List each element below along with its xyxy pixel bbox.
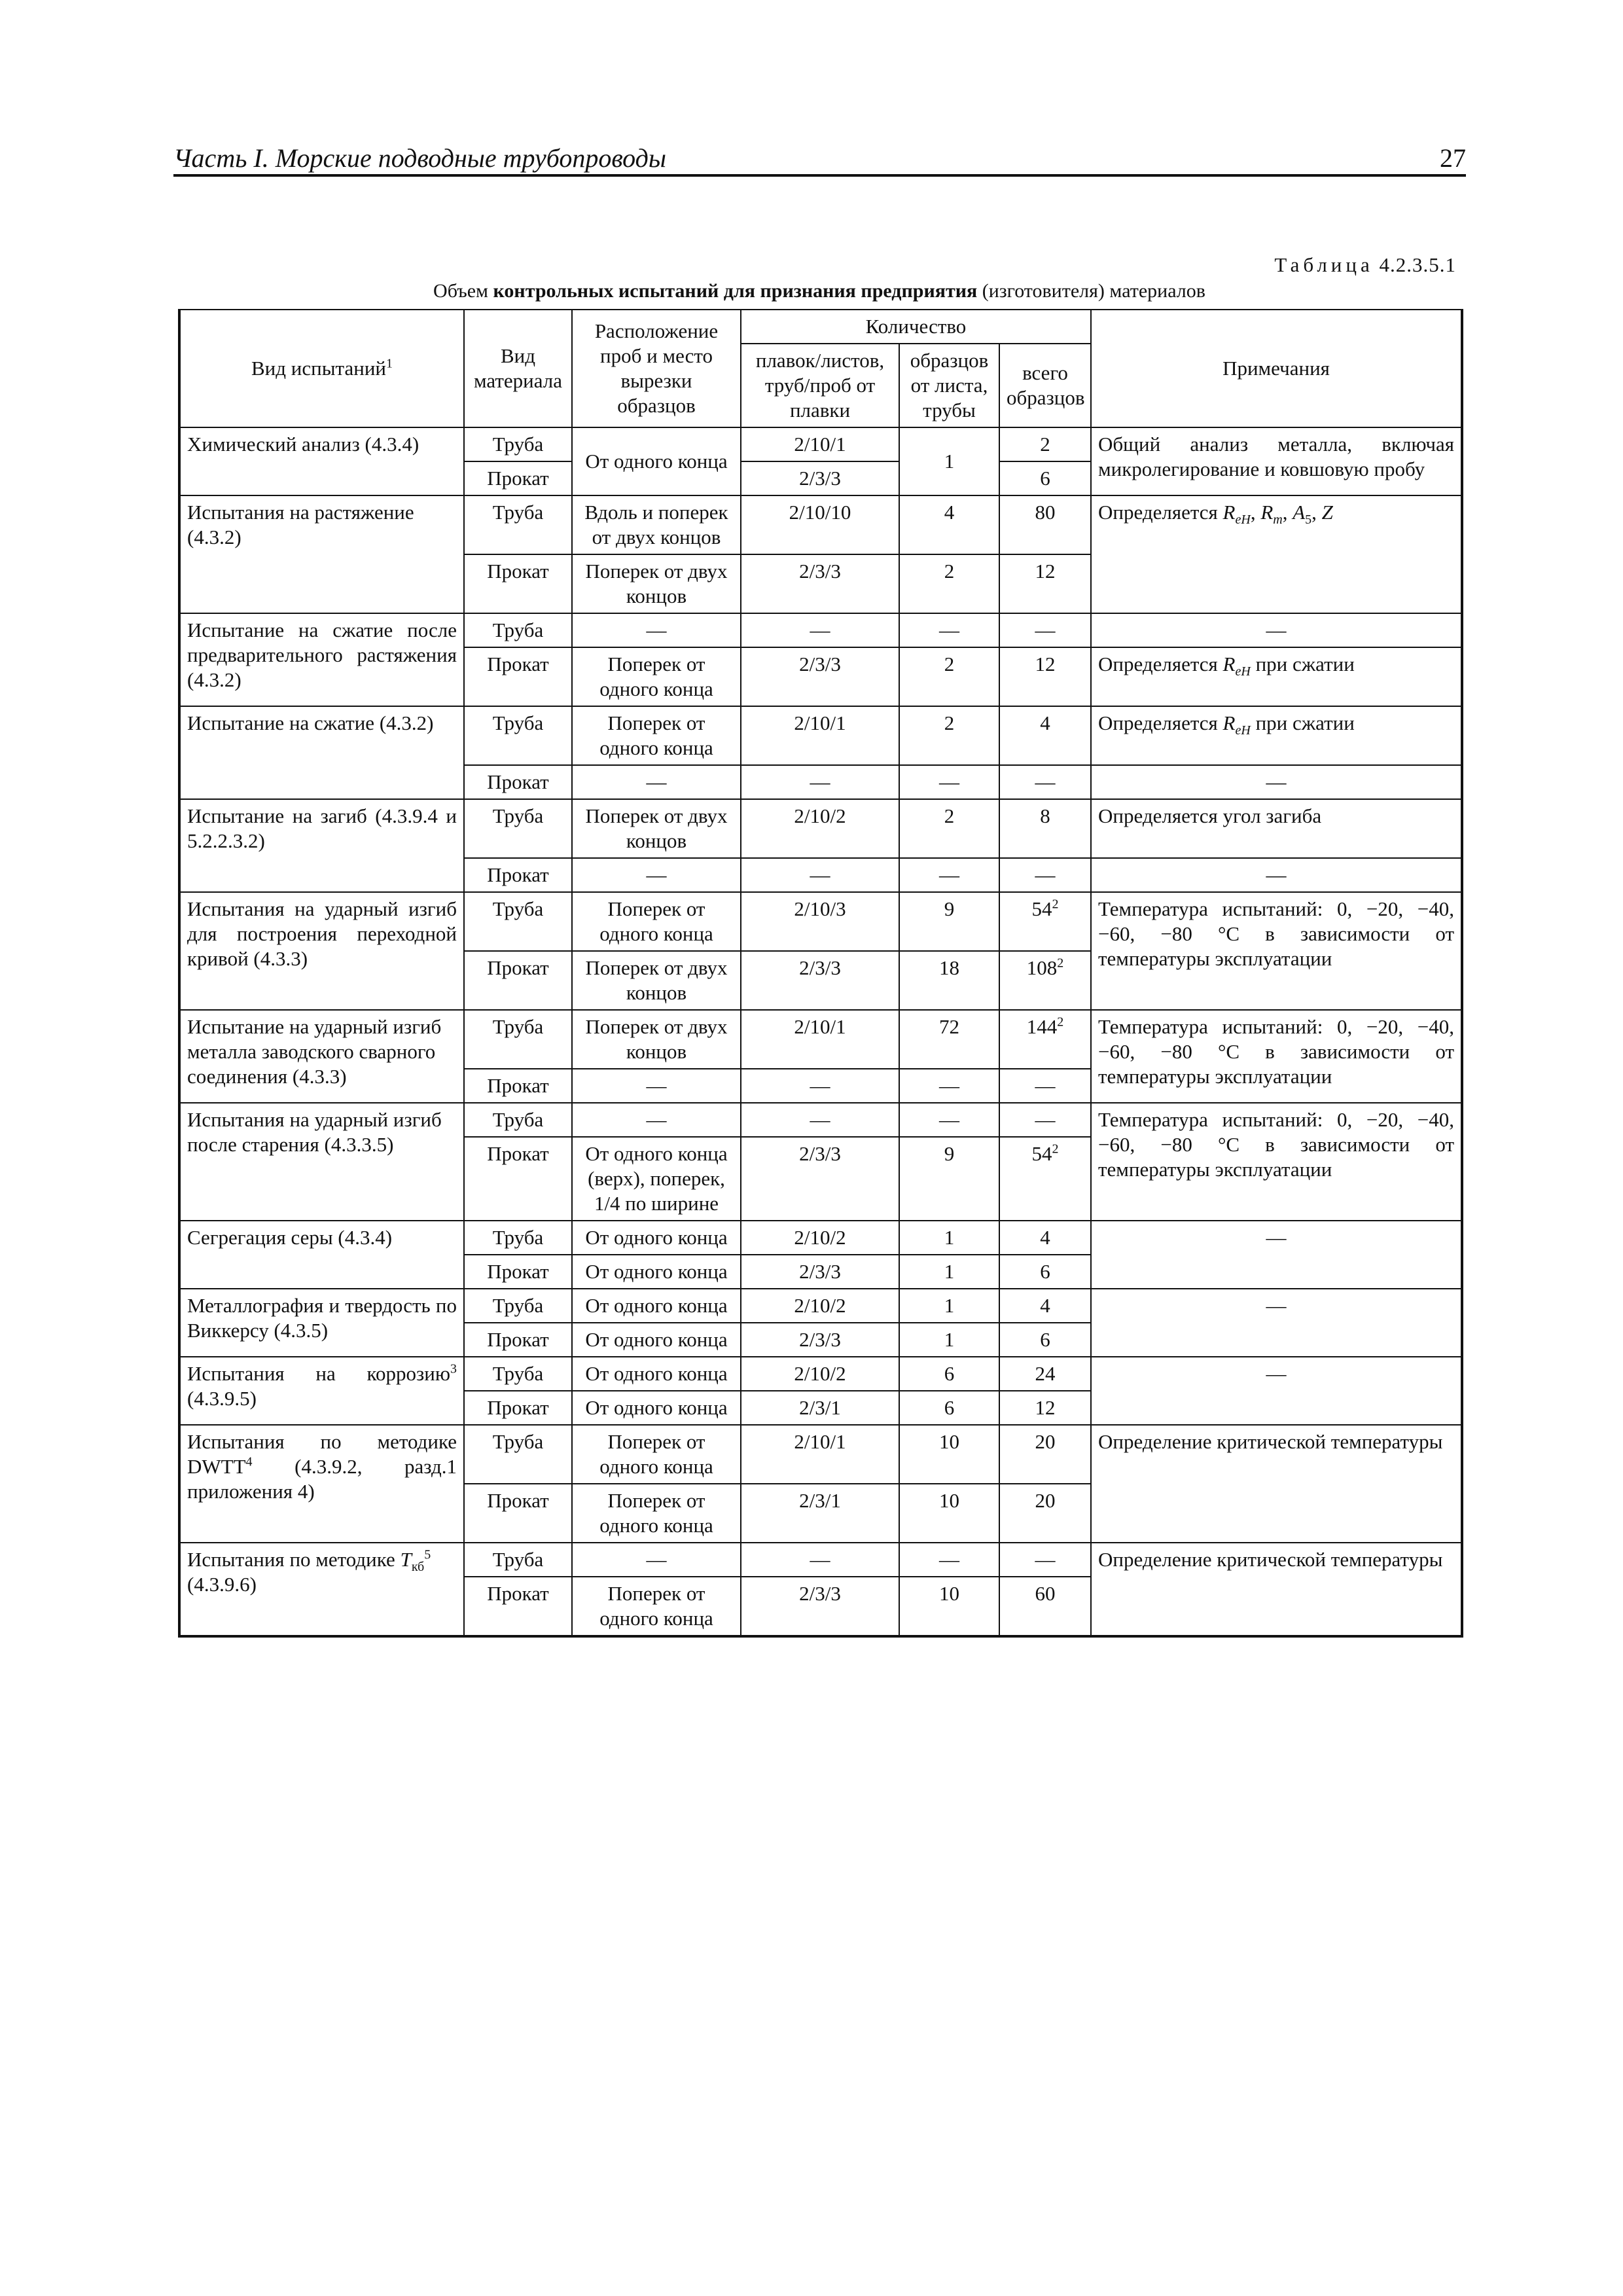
note-cell: Температура испытаний: 0, −20, −40, −60, −80 °С в зависимости от температуры эксплуатации bbox=[1091, 892, 1462, 1010]
material-cell: Прокат bbox=[464, 765, 572, 799]
heats-cell: 2/3/3 bbox=[741, 951, 899, 1010]
samples-cell: 2 bbox=[899, 706, 999, 765]
samples-cell: — bbox=[899, 1069, 999, 1103]
note-cell: — bbox=[1091, 1221, 1462, 1289]
material-cell: Труба bbox=[464, 892, 572, 951]
heats-cell: — bbox=[741, 1103, 899, 1137]
location-cell: Поперек от двух концов bbox=[572, 1010, 741, 1069]
col-header-quantity: Количество bbox=[741, 310, 1091, 344]
heats-cell: 2/3/1 bbox=[741, 1484, 899, 1543]
location-cell: От одного конца bbox=[572, 427, 741, 495]
heats-cell: 2/10/1 bbox=[741, 1425, 899, 1484]
total-cell: 4 bbox=[999, 1221, 1091, 1255]
heats-cell: 2/3/1 bbox=[741, 1391, 899, 1425]
col-header-samples: образцов от листа, трубы bbox=[899, 344, 999, 427]
note-cell: Определение критической температуры bbox=[1091, 1543, 1462, 1636]
location-cell: Поперек от одного конца bbox=[572, 647, 741, 706]
heats-cell: 2/3/3 bbox=[741, 554, 899, 613]
heats-cell: — bbox=[741, 1543, 899, 1577]
test-name: Испытания на ударный изгиб после старения (4.3.3.5) bbox=[179, 1103, 464, 1221]
test-name: Металлография и твердость по Виккерсу (4.3.5) bbox=[179, 1289, 464, 1357]
note-cell: — bbox=[1091, 1357, 1462, 1425]
total-cell: — bbox=[999, 1543, 1091, 1577]
samples-cell: 1 bbox=[899, 427, 999, 495]
col-header-total: всего образцов bbox=[999, 344, 1091, 427]
location-cell: От одного конца bbox=[572, 1323, 741, 1357]
location-cell: Поперек от двух концов bbox=[572, 799, 741, 858]
samples-cell: 9 bbox=[899, 1137, 999, 1221]
test-name: Испытания по методике $T_{кб}^5$ (4.3.9.6) bbox=[179, 1543, 464, 1636]
heats-cell: — bbox=[741, 858, 899, 892]
samples-cell: 2 bbox=[899, 554, 999, 613]
table-row bbox=[179, 799, 1462, 858]
total-cell: 6 bbox=[999, 461, 1091, 495]
samples-cell: — bbox=[899, 858, 999, 892]
table-row bbox=[179, 1010, 1462, 1069]
total-cell: 6 bbox=[999, 1323, 1091, 1357]
note-cell: Определяется угол загиба bbox=[1091, 799, 1462, 858]
location-cell: Поперек от одного конца bbox=[572, 892, 741, 951]
col-header-heats: плавок/листов, труб/проб от плавки bbox=[741, 344, 899, 427]
total-cell: 8 bbox=[999, 799, 1091, 858]
page-number: 27 bbox=[1440, 143, 1466, 173]
material-cell: Труба bbox=[464, 706, 572, 765]
table-row bbox=[179, 1103, 1462, 1137]
samples-cell: 10 bbox=[899, 1577, 999, 1636]
col-header-test-type: Вид испытаний$^1$ bbox=[179, 310, 464, 427]
location-cell: От одного конца bbox=[572, 1221, 741, 1255]
location-cell: От одного конца (верх), поперек, 1/4 по ширине bbox=[572, 1137, 741, 1221]
col-header-location: Расположение проб и место вырезки образцов bbox=[572, 310, 741, 427]
samples-cell: 1 bbox=[899, 1221, 999, 1255]
location-cell: От одного конца bbox=[572, 1391, 741, 1425]
table-row bbox=[179, 706, 1462, 765]
samples-cell: 1 bbox=[899, 1255, 999, 1289]
table-caption bbox=[178, 280, 1461, 302]
table-row bbox=[179, 1221, 1462, 1255]
total-cell: $54^2$ bbox=[999, 1137, 1091, 1221]
col-header-notes: Примечания bbox=[1091, 310, 1462, 427]
samples-cell: 10 bbox=[899, 1484, 999, 1543]
samples-cell: 18 bbox=[899, 951, 999, 1010]
test-name: Химический анализ (4.3.4) bbox=[179, 427, 464, 495]
material-cell: Прокат bbox=[464, 647, 572, 706]
location-cell: Поперек от одного конца bbox=[572, 706, 741, 765]
table-row bbox=[179, 892, 1462, 951]
location-cell: От одного конца bbox=[572, 1289, 741, 1323]
heats-cell: — bbox=[741, 765, 899, 799]
material-cell: Прокат bbox=[464, 1255, 572, 1289]
location-cell: — bbox=[572, 858, 741, 892]
material-cell: Прокат bbox=[464, 461, 572, 495]
total-cell: — bbox=[999, 613, 1091, 647]
running-header-title: Часть I. Морские подводные трубопроводы bbox=[173, 143, 666, 173]
heats-cell: 2/10/2 bbox=[741, 1289, 899, 1323]
material-cell: Труба bbox=[464, 1357, 572, 1391]
table-label bbox=[1113, 253, 1456, 277]
heats-cell: 2/3/3 bbox=[741, 461, 899, 495]
material-cell: Прокат bbox=[464, 1323, 572, 1357]
heats-cell: — bbox=[741, 1069, 899, 1103]
material-cell: Труба bbox=[464, 1289, 572, 1323]
material-cell: Прокат bbox=[464, 951, 572, 1010]
total-cell: 12 bbox=[999, 554, 1091, 613]
total-cell: $108^2$ bbox=[999, 951, 1091, 1010]
table-row bbox=[179, 613, 1462, 647]
heats-cell: 2/10/10 bbox=[741, 495, 899, 554]
location-cell: Вдоль и поперек от двух концов bbox=[572, 495, 741, 554]
material-cell: Труба bbox=[464, 1221, 572, 1255]
material-cell: Труба bbox=[464, 1010, 572, 1069]
test-name: Испытание на ударный изгиб металла заводского сварного соединения (4.3.3) bbox=[179, 1010, 464, 1103]
material-cell: Труба bbox=[464, 613, 572, 647]
heats-cell: 2/10/1 bbox=[741, 1010, 899, 1069]
samples-cell: — bbox=[899, 1103, 999, 1137]
total-cell: 80 bbox=[999, 495, 1091, 554]
heats-cell: 2/3/3 bbox=[741, 1577, 899, 1636]
material-cell: Прокат bbox=[464, 1484, 572, 1543]
samples-cell: 6 bbox=[899, 1391, 999, 1425]
samples-cell: — bbox=[899, 765, 999, 799]
note-cell: Определяется $R_{eH}$ при сжатии bbox=[1091, 706, 1462, 765]
total-cell: $144^2$ bbox=[999, 1010, 1091, 1069]
location-cell: — bbox=[572, 1069, 741, 1103]
location-cell: Поперек от одного конца bbox=[572, 1577, 741, 1636]
test-name: Испытания на растяжение (4.3.2) bbox=[179, 495, 464, 613]
location-cell: Поперек от двух концов bbox=[572, 951, 741, 1010]
total-cell: — bbox=[999, 1069, 1091, 1103]
table-label-number: 4.2.3.5.1 bbox=[1379, 253, 1456, 276]
note-cell: — bbox=[1091, 858, 1462, 892]
total-cell: 4 bbox=[999, 706, 1091, 765]
samples-cell: 72 bbox=[899, 1010, 999, 1069]
table-row bbox=[179, 1543, 1462, 1577]
material-cell: Труба bbox=[464, 1543, 572, 1577]
total-cell: 24 bbox=[999, 1357, 1091, 1391]
location-cell: Поперек от двух концов bbox=[572, 554, 741, 613]
total-cell: — bbox=[999, 1103, 1091, 1137]
col-header-material: Вид материала bbox=[464, 310, 572, 427]
total-cell: 12 bbox=[999, 647, 1091, 706]
location-cell: От одного конца bbox=[572, 1255, 741, 1289]
table-label-word: Таблица bbox=[1274, 253, 1374, 276]
heats-cell: 2/10/2 bbox=[741, 799, 899, 858]
samples-cell: — bbox=[899, 613, 999, 647]
samples-cell: 1 bbox=[899, 1323, 999, 1357]
material-cell: Труба bbox=[464, 1103, 572, 1137]
note-cell: Общий анализ металла, включая микролегирование и ковшовую пробу bbox=[1091, 427, 1462, 495]
table-row bbox=[179, 1289, 1462, 1323]
table-row bbox=[179, 1425, 1462, 1484]
test-name: Испытания по методике DWTT$^4$ (4.3.9.2, разд.1 приложения 4) bbox=[179, 1425, 464, 1543]
total-cell: — bbox=[999, 765, 1091, 799]
location-cell: — bbox=[572, 765, 741, 799]
heats-cell: 2/10/1 bbox=[741, 427, 899, 461]
note-cell: — bbox=[1091, 765, 1462, 799]
material-cell: Прокат bbox=[464, 1577, 572, 1636]
samples-cell: 4 bbox=[899, 495, 999, 554]
samples-cell: 6 bbox=[899, 1357, 999, 1391]
samples-cell: 10 bbox=[899, 1425, 999, 1484]
heats-cell: 2/10/3 bbox=[741, 892, 899, 951]
samples-cell: 9 bbox=[899, 892, 999, 951]
note-cell: — bbox=[1091, 1289, 1462, 1357]
table-row bbox=[179, 427, 1462, 461]
note-cell: Температура испытаний: 0, −20, −40, −60, −80 °С в зависимости от температуры эксплуатации bbox=[1091, 1010, 1462, 1103]
test-name: Испытание на сжатие (4.3.2) bbox=[179, 706, 464, 799]
test-name: Сегрегация серы (4.3.4) bbox=[179, 1221, 464, 1289]
heats-cell: 2/3/3 bbox=[741, 1137, 899, 1221]
note-cell: Температура испытаний: 0, −20, −40, −60, −80 °С в зависимости от температуры эксплуатации bbox=[1091, 1103, 1462, 1221]
location-cell: Поперек от одного конца bbox=[572, 1484, 741, 1543]
location-cell: — bbox=[572, 1543, 741, 1577]
caption-part: Объем bbox=[433, 280, 493, 302]
location-cell: Поперек от одного конца bbox=[572, 1425, 741, 1484]
samples-cell: 2 bbox=[899, 647, 999, 706]
material-cell: Труба bbox=[464, 799, 572, 858]
material-cell: Прокат bbox=[464, 858, 572, 892]
total-cell: 20 bbox=[999, 1425, 1091, 1484]
heats-cell: 2/3/3 bbox=[741, 1255, 899, 1289]
table-row bbox=[179, 1357, 1462, 1391]
heats-cell: 2/3/3 bbox=[741, 647, 899, 706]
total-cell: 6 bbox=[999, 1255, 1091, 1289]
heats-cell: — bbox=[741, 613, 899, 647]
heats-cell: 2/10/2 bbox=[741, 1221, 899, 1255]
table-row bbox=[179, 495, 1462, 554]
heats-cell: 2/10/1 bbox=[741, 706, 899, 765]
note-cell: Определяется $R_{eH}$ при сжатии bbox=[1091, 647, 1462, 706]
note-cell: Определяется $R_{eH}$, $R_m$, $A_5$, Z bbox=[1091, 495, 1462, 613]
samples-cell: 1 bbox=[899, 1289, 999, 1323]
heats-cell: 2/3/3 bbox=[741, 1323, 899, 1357]
table-header-row bbox=[179, 310, 1462, 344]
note-cell: Определение критической температуры bbox=[1091, 1425, 1462, 1543]
location-cell: — bbox=[572, 613, 741, 647]
caption-part: (изготовителя) материалов bbox=[977, 280, 1205, 302]
test-name: Испытание на сжатие после предварительного растяжения (4.3.2) bbox=[179, 613, 464, 706]
test-name: Испытания на коррозию$^3$ (4.3.9.5) bbox=[179, 1357, 464, 1425]
location-cell: — bbox=[572, 1103, 741, 1137]
note-cell: — bbox=[1091, 613, 1462, 647]
total-cell: 60 bbox=[999, 1577, 1091, 1636]
test-name: Испытания на ударный изгиб для построения переходной кривой (4.3.3) bbox=[179, 892, 464, 1010]
header-rule bbox=[173, 174, 1466, 177]
heats-cell: 2/10/2 bbox=[741, 1357, 899, 1391]
total-cell: 4 bbox=[999, 1289, 1091, 1323]
material-cell: Труба bbox=[464, 427, 572, 461]
caption-part-bold: контрольных испытаний для признания предприятия bbox=[493, 280, 978, 302]
total-cell: $54^2$ bbox=[999, 892, 1091, 951]
material-cell: Труба bbox=[464, 1425, 572, 1484]
total-cell: 20 bbox=[999, 1484, 1091, 1543]
total-cell: 2 bbox=[999, 427, 1091, 461]
material-cell: Труба bbox=[464, 495, 572, 554]
total-cell: 12 bbox=[999, 1391, 1091, 1425]
samples-cell: 2 bbox=[899, 799, 999, 858]
samples-cell: — bbox=[899, 1543, 999, 1577]
material-cell: Прокат bbox=[464, 554, 572, 613]
material-cell: Прокат bbox=[464, 1391, 572, 1425]
test-name: Испытание на загиб (4.3.9.4 и 5.2.2.3.2) bbox=[179, 799, 464, 892]
material-cell: Прокат bbox=[464, 1069, 572, 1103]
location-cell: От одного конца bbox=[572, 1357, 741, 1391]
test-scope-table bbox=[178, 309, 1463, 1638]
material-cell: Прокат bbox=[464, 1137, 572, 1221]
total-cell: — bbox=[999, 858, 1091, 892]
